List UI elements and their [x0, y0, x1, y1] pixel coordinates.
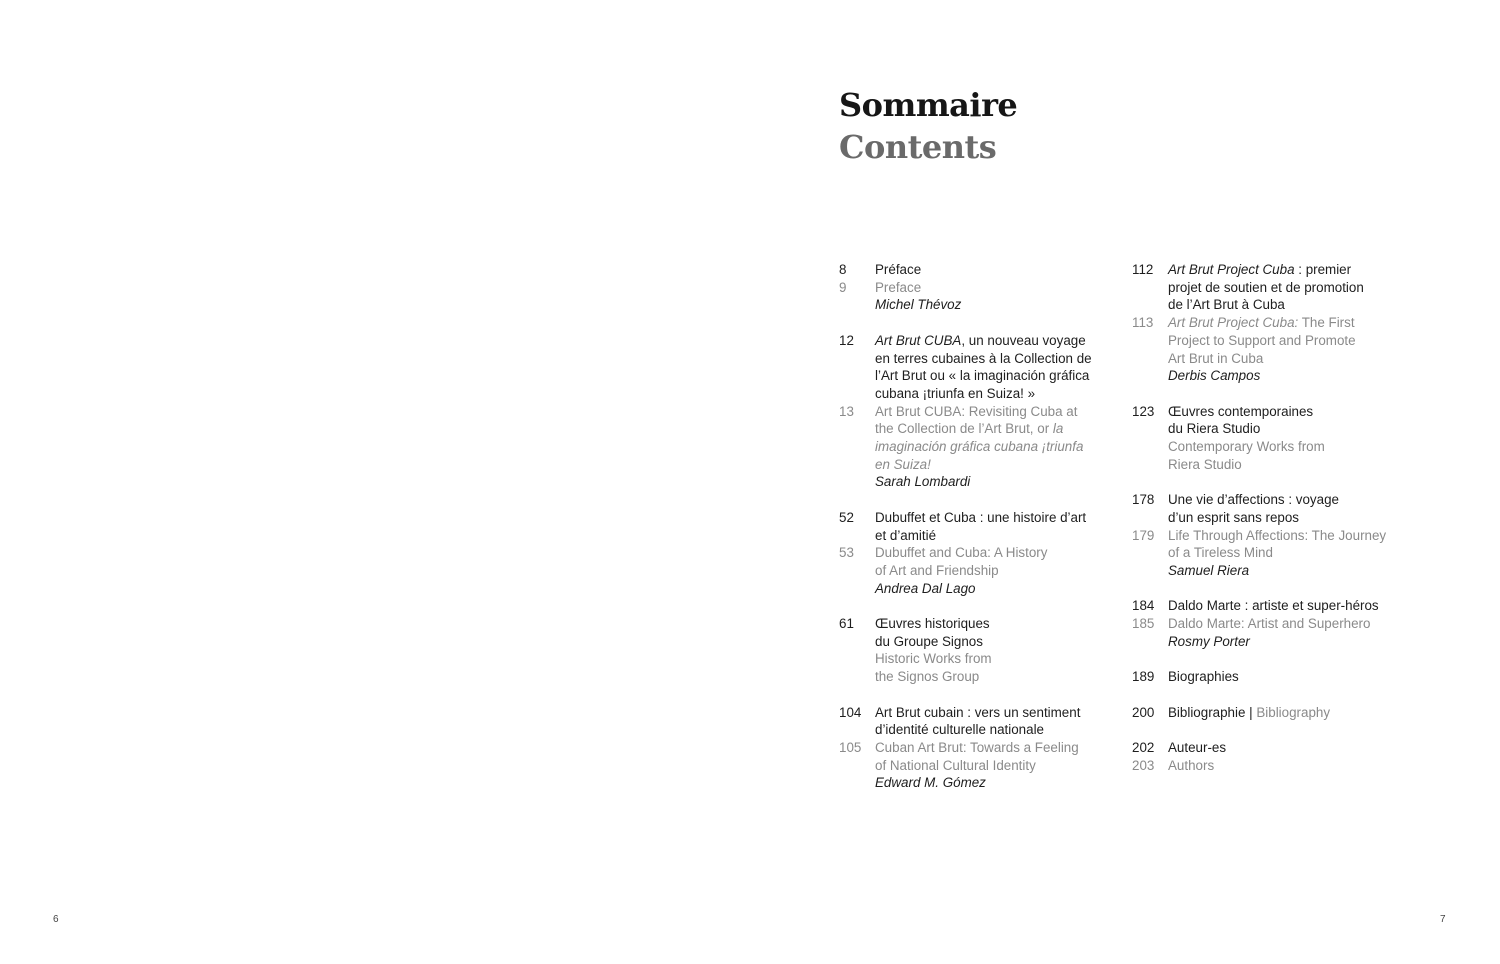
entry-title-fr: Une vie d’affections : voyage — [1168, 492, 1339, 508]
entry-title-en: of a Tireless Mind — [1168, 545, 1273, 561]
page-number: 13 — [839, 403, 854, 419]
entry-title-en: Cuban Art Brut: Towards a Feeling — [875, 739, 1079, 755]
page-number: 53 — [839, 545, 854, 561]
toc-left-column — [839, 261, 1092, 810]
entry-title-fr: Préface — [875, 262, 922, 277]
page-number: 105 — [839, 739, 862, 755]
entry-title-en: of National Cultural Identity — [875, 757, 1036, 773]
page-title — [839, 84, 1017, 168]
entry-title-en: the Collection de l’Art Brut, or — [875, 421, 1053, 437]
entry-author: Samuel Riera — [1168, 562, 1250, 578]
toc-entry-preface — [839, 261, 1089, 314]
toc-entry-art-brut-cubain — [839, 704, 1089, 793]
page-number: 185 — [1132, 616, 1155, 632]
toc-entry-riera-studio — [1132, 403, 1382, 474]
page-number: 9 — [839, 279, 847, 295]
entry-title-en: Daldo Marte: Artist and Superhero — [1168, 616, 1371, 632]
toc-right-column — [1132, 261, 1387, 792]
entry-title-en: Contemporary Works from — [1168, 439, 1325, 455]
page-number: 178 — [1132, 492, 1155, 508]
entry-title-fr: d’un esprit sans repos — [1168, 509, 1300, 525]
toc-entry-biographies — [1132, 668, 1382, 686]
entry-title-fr: en terres cubaines à la Collection de — [875, 350, 1092, 366]
entry-title-fr: Œuvres historiques — [875, 616, 990, 632]
entry-title-en: Life Through Affections: The Journey — [1168, 527, 1387, 543]
entry-author: Derbis Campos — [1168, 368, 1261, 384]
page-number: 200 — [1132, 704, 1155, 720]
folio-left: 6 — [53, 914, 59, 925]
entry-title-fr: Bibliographie — [1168, 704, 1246, 720]
entry-title-en: Preface — [875, 279, 922, 295]
page-number: 12 — [839, 332, 854, 348]
entry-title-fr: Dubuffet et Cuba : une histoire d’art — [875, 509, 1087, 525]
entry-title-italic: Art Brut CUBA — [875, 332, 962, 348]
entry-author: Michel Thévoz — [875, 297, 962, 313]
entry-title-fr: du Riera Studio — [1168, 421, 1261, 437]
page-number: 113 — [1132, 315, 1154, 331]
entry-title-en: Project to Support and Promote — [1168, 332, 1356, 348]
page-number: 8 — [839, 262, 847, 277]
page-number: 104 — [839, 704, 862, 720]
page-number: 202 — [1132, 739, 1155, 755]
page-number: 179 — [1132, 527, 1155, 543]
toc-entry-auteurs — [1132, 739, 1382, 774]
entry-title-fr: de l’Art Brut à Cuba — [1168, 297, 1285, 313]
page-number: 52 — [839, 509, 854, 525]
entry-title-fr: : premier — [1294, 262, 1352, 277]
entry-author: Rosmy Porter — [1168, 633, 1250, 649]
entry-title-en: of Art and Friendship — [875, 562, 999, 578]
entry-title-en: Art Brut CUBA: Revisiting Cuba at — [875, 403, 1078, 419]
entry-title-fr: Œuvres contemporaines — [1168, 403, 1314, 419]
page-number: 203 — [1132, 757, 1155, 773]
entry-author: Andrea Dal Lago — [875, 580, 976, 596]
entry-author: Sarah Lombardi — [875, 474, 971, 490]
entry-title-fr: et d’amitié — [875, 527, 937, 543]
title-english: Contents — [839, 128, 997, 166]
entry-title-fr: du Groupe Signos — [875, 633, 983, 649]
entry-title-italic: en Suiza! — [875, 456, 931, 472]
entry-title-fr: cubana ¡triunfa en Suiza! » — [875, 385, 1036, 401]
toc-entry-daldo-marte — [1132, 597, 1382, 650]
toc-entry-bibliographie — [1132, 704, 1382, 722]
entry-title-fr: d’identité culturelle nationale — [875, 722, 1044, 738]
entry-title-italic: Art Brut Project Cuba — [1168, 262, 1295, 277]
entry-title-en: the Signos Group — [875, 669, 980, 685]
page-number: 112 — [1132, 262, 1154, 277]
entry-title-italic: Art Brut Project Cuba: — [1168, 315, 1299, 331]
entry-title-en: Historic Works from — [875, 651, 992, 667]
toc-entry-dubuffet — [839, 509, 1089, 598]
toc-entry-project-cuba — [1132, 261, 1382, 385]
entry-title-en: Riera Studio — [1168, 456, 1242, 472]
toc-entry-vie-affections — [1132, 491, 1387, 580]
entry-title-fr: , un nouveau voyage — [961, 332, 1086, 348]
entry-title-fr: l’Art Brut ou « la imaginación gráfica — [875, 368, 1090, 384]
entry-title-fr: Art Brut cubain : vers un sentiment — [875, 704, 1081, 720]
folio-right: 7 — [1440, 914, 1446, 925]
page-number: 123 — [1132, 403, 1155, 419]
entry-title-en: Authors — [1168, 757, 1215, 773]
toc-entry-art-brut-cuba — [839, 332, 1092, 491]
entry-title-en: The First — [1298, 315, 1355, 331]
toc-entry-signos — [839, 615, 1089, 686]
separator: | — [1245, 704, 1257, 720]
entry-title-italic: imaginación gráfica cubana ¡triunfa — [875, 439, 1084, 455]
entry-title-fr: Daldo Marte : artiste et super-héros — [1168, 598, 1379, 614]
title-french: Sommaire — [839, 86, 1018, 124]
entry-title-fr: projet de soutien et de promotion — [1168, 279, 1364, 295]
entry-title-fr: Auteur-es — [1168, 739, 1227, 755]
page-number: 189 — [1132, 669, 1155, 685]
entry-title-fr: Biographies — [1168, 669, 1239, 685]
entry-title-italic: la — [1052, 421, 1064, 437]
entry-author: Edward M. Gómez — [875, 775, 986, 791]
page-number: 61 — [839, 616, 854, 632]
entry-title-en: Art Brut in Cuba — [1168, 350, 1264, 366]
page-number: 184 — [1132, 598, 1155, 614]
entry-title-en: Bibliography — [1256, 704, 1331, 720]
entry-title-en: Dubuffet and Cuba: A History — [875, 545, 1048, 561]
